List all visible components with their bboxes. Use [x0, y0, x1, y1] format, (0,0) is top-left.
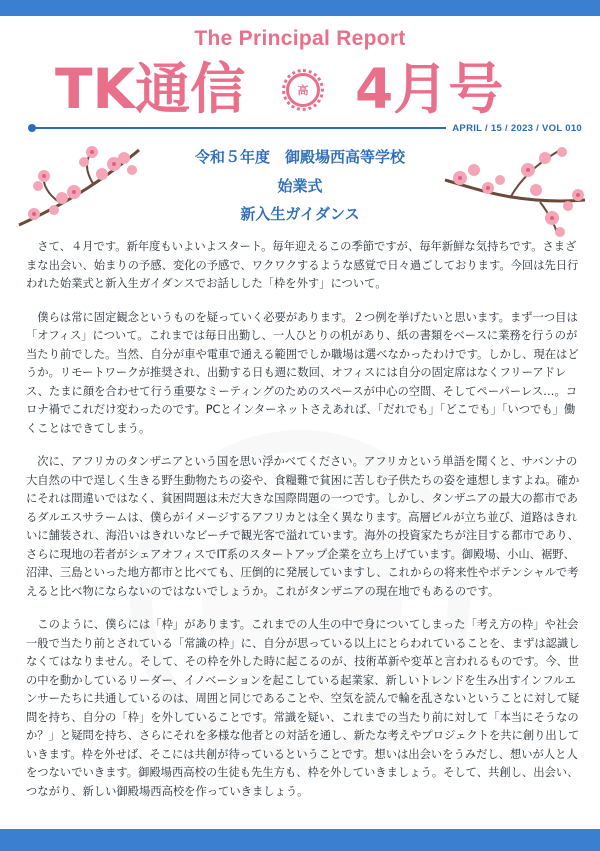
issue-month: 4月号 — [355, 57, 504, 121]
top-band — [0, 0, 600, 16]
event-heading-ceremony: 始業式 — [277, 177, 323, 195]
school-heading: 令和５年度 御殿場西高等学校 — [194, 148, 405, 166]
bottom-band — [0, 829, 600, 851]
newsletter-title: TK通信 — [55, 57, 246, 121]
event-heading-guidance: 新入生ガイダンス — [240, 205, 360, 223]
paragraph: 次に、アフリカのタンザニアという国を思い浮かべてください。アフリカという単語を聞くと、サバンナの大自然の中で逞しく生きる野生動物たちの姿や、食糧難で貧困に苦しむ子供たちの姿を連想しますよね。確かにそれは間違いではなく、貧困問題は未だ大きな国際問題の一つです。しかし、タンザニアの最大の都市であるダルエスサラームは、僕らがイメージするアフリカとは全く異なります。高層ビルが立ち並び、道路はきれいに舗装され、海沿いはきれいなビーチで観光客で溢れています。海外の投資家たちが注目する都市であり、さらに現地の若者がシェアオフィスでIT系のスタートアップ企業を立ち上げています。御殿場、小山、裾野、沼津、三島といった地方都市と比べても、圧倒的に発展していますし、これからの将来性やポテンシャルで考えると比べ物にならないのではないでしょうか。これがタンザニアの現在地でもあるのです。 — [26, 455, 580, 598]
article-body — [26, 238, 582, 816]
report-label: The Principal Report — [194, 27, 406, 50]
paragraph: このように、僕らには「枠」があります。これまでの人生の中で身についてしまった「考え方の枠」や社会一般で当たり前とされている「常識の枠」に、自分が思っている以上にとらわれていることを、まずは認識しなくてはなりません。そして、その枠を外した時に起こるのが、技術革新や変革と言われるものです。今、世の中を動かしているリーダー、イノベーションを起こしている起業家、新しいトレンドを生み出すインフルエンサーたちに共通しているのは、周囲と同じであることや、空気を読んで輪を乱さないということに対して疑問を持ち、自分の「枠」を外していることです。常識を疑い、これまでの当たり前に対して「本当にそうなのか？」と疑問を持ち、さらにそれを多様な他者との対話を通し、新たな考えやプロジェクトを共に創り出していきます。枠を外せば、そこには共創が待っているということです。想いは出会いをうみだし、想いが人と人をつないでいきます。御殿場西高校の生徒も先生方も、枠を外していきましょう。そして、共創し、出会い、つながり、新しい御殿場西高校を作っていきましょう。 — [26, 618, 580, 798]
paragraph: さて、４月です。新年度もいよいよスタート。毎年迎えるこの季節ですが、毎年新鮮な気持ちです。さまざまな出会い、始まりの予感、変化の予感で、ワクワクするような感覚で日々過ごしております。今回は先日行われた始業式と新入生ガイダンスでお話しした「枠を外す」について。 — [26, 240, 579, 290]
paragraph: 僕らは常に固定観念というものを疑っていく必要があります。２つ例を挙げたいと思います。まず一つ目は「オフィス」について。これまでは毎日出勤し、一人ひとりの机があり、紙の書類をベースに業務を行うのが当たり前でした。当然、自分が車や電車で通える範囲でしか職場は選べなかったわけです。しかし、現在はどうか。リモートワークが推奨され、出勤する日も週に数回、オフィスには自分の固定席はなくフリーアドレス、たまに顔を合わせて行う重要なミーティングのためのスペースが中心の空間、そしてペーパーレス…。コロナ禍でこれだけ変わったのです。PCとインターネットさえあれば、「だれでも」「どこでも」「いつでも」働くことはできてしまう。 — [26, 310, 579, 435]
date-volume: APRIL / 15 / 2023 / VOL 010 — [446, 123, 582, 134]
crest-char: 高 — [297, 84, 309, 97]
school-crest-icon — [286, 73, 320, 107]
